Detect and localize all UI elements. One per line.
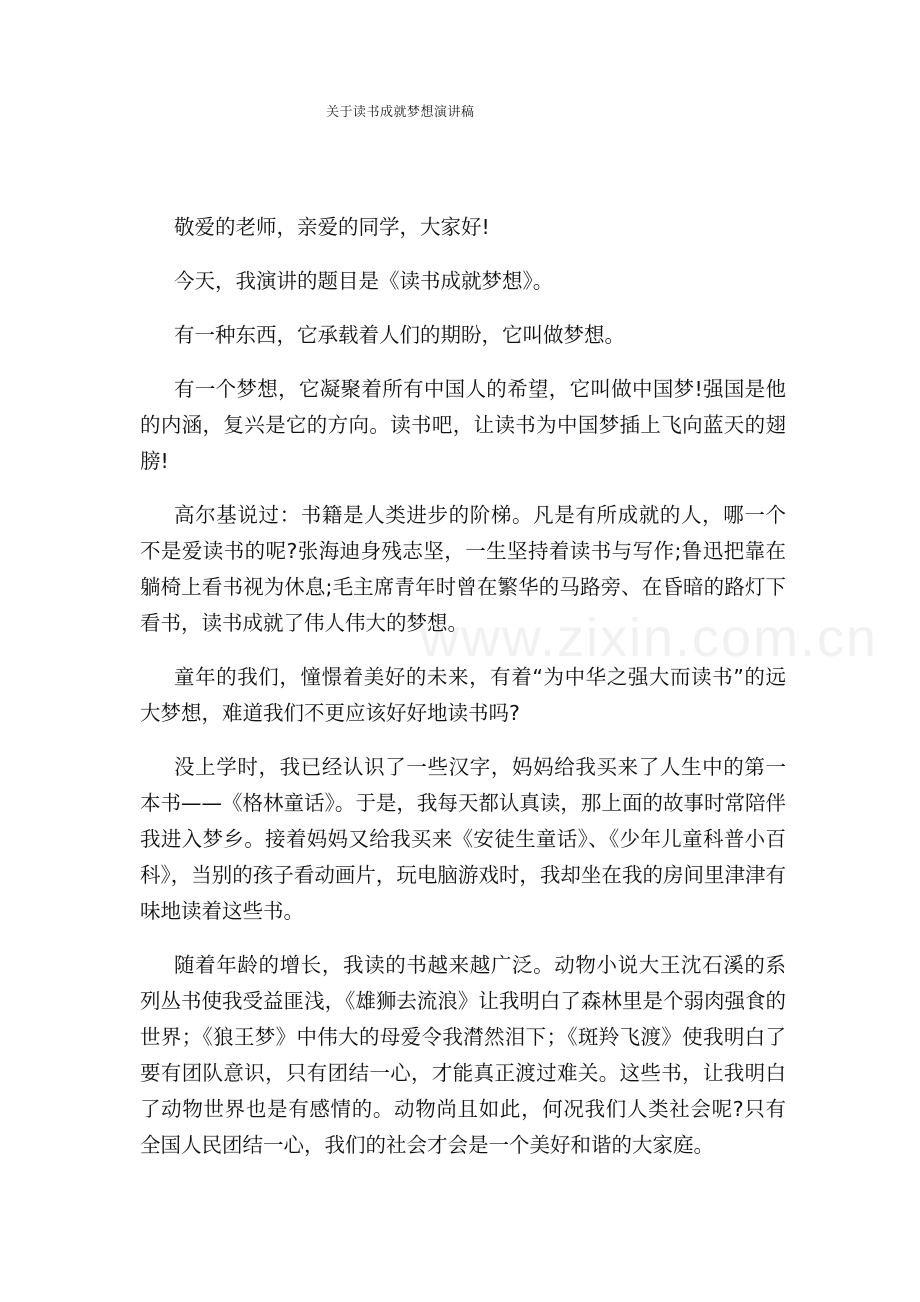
paragraph-childhood: 童年的我们，憧憬着美好的未来，有着“为中华之强大而读书”的远大梦想，难道我们不更应该好好地读书吗?: [140, 665, 786, 725]
speech-body: [140, 209, 786, 1181]
paragraph-dream-intro: 有一种东西，它承载着人们的期盼，它叫做梦想。: [174, 323, 625, 347]
paragraph-china-dream: 有一个梦想，它凝聚着所有中国人的希望，它叫做中国梦!强国是他的内涵，复兴是它的方向。读书吧，让读书为中国梦插上飞向蓝天的翅膀!: [140, 377, 786, 473]
paragraph-topic: 今天，我演讲的题目是《读书成就梦想》。: [174, 269, 554, 293]
document-header: 关于读书成就梦想演讲稿: [326, 105, 475, 120]
paragraph-first-book: 没上学时，我已经认识了一些汉字，妈妈给我买来了人生中的第一本书——《格林童话》。于是，我每天都认真读，那上面的故事时常陪伴我进入梦乡。接着妈妈又给我买来《安徒生童话》、《少年儿童科普小百科》，当别的孩子看动画片，玩电脑游戏时，我却坐在我的房间里津津有味地读着这些书。: [140, 755, 786, 923]
paragraph-animal-novels: 随着年龄的增长，我读的书越来越广泛。动物小说大王沈石溪的系列丛书使我受益匪浅，《雄狮去流浪》让我明白了森林里是个弱肉强食的世界；《狼王梦》中伟大的母爱令我潸然泪下；《斑羚飞渡》使我明白了要有团队意识，只有团结一心，才能真正渡过难关。这些书，让我明白了动物世界也是有感情的。动物尚且如此，何况我们人类社会呢?只有全国人民团结一心，我们的社会才会是一个美好和谐的大家庭。: [140, 953, 786, 1157]
paragraph-greeting: 敬爱的老师，亲爱的同学，大家好!: [174, 215, 490, 239]
watermark: www.zixin.com.cn: [420, 608, 879, 668]
paragraph-gorky-quote: 高尔基说过：书籍是人类进步的阶梯。凡是有所成就的人，哪一个不是爱读书的呢?张海迪身残志坚，一生坚持着读书与写作;鲁迅把靠在躺椅上看书视为休息;毛主席青年时曾在繁华的马路旁、在昏暗的路灯下看书，读书成就了伟人伟大的梦想。: [140, 503, 786, 635]
